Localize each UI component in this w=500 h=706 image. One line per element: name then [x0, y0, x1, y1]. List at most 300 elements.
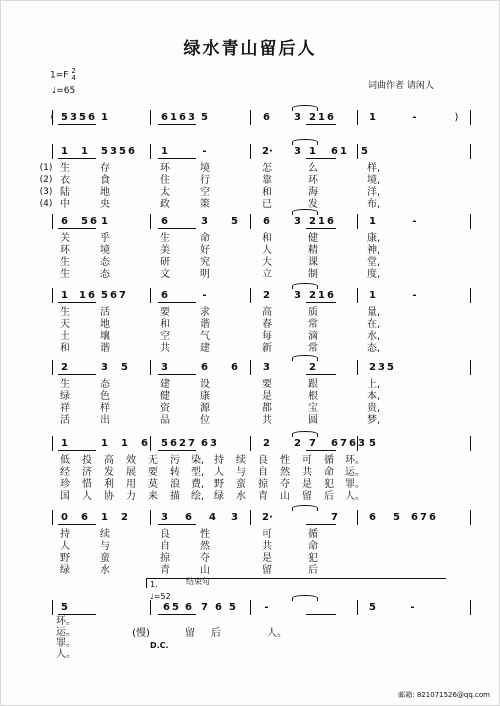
lyric-char: 投	[82, 455, 92, 466]
jianpu-note: 1	[170, 112, 177, 123]
lyric-char: 环	[160, 163, 170, 174]
bar-line	[470, 600, 471, 615]
lyric-char: 气	[200, 331, 210, 342]
lyric-char: 环	[60, 245, 70, 256]
lyric-char: 掠	[258, 479, 268, 490]
lyric-char: 地	[100, 187, 110, 198]
jianpu-note: 6	[170, 438, 177, 449]
lyric-char: 莫	[148, 479, 158, 490]
bar-line	[250, 288, 251, 303]
bar-line	[250, 510, 251, 525]
lyric-char: 食	[100, 175, 110, 186]
lyric-char: 要	[148, 467, 158, 478]
beam-underline	[306, 302, 336, 303]
lyric-char: 命	[308, 541, 318, 552]
jianpu-note: 2	[179, 438, 186, 449]
lyric-char: 境	[100, 245, 110, 256]
lyric-char: 青	[258, 491, 268, 502]
beam-underline	[58, 374, 96, 375]
lyric-char: 生	[60, 269, 70, 280]
jianpu-note: 3	[294, 146, 301, 157]
lyric-char: 春	[262, 319, 272, 330]
lyric-char: 堂,	[367, 257, 381, 268]
da-capo: D.C.	[150, 641, 169, 650]
bar-line	[150, 214, 151, 229]
jianpu-note: 7	[420, 512, 427, 523]
jianpu-note: 5	[161, 438, 168, 449]
jianpu-note: 2·	[262, 146, 273, 157]
slur-mark	[292, 209, 318, 215]
beam-underline	[158, 124, 196, 125]
jianpu-note: 1	[369, 112, 376, 123]
lyric-char: 态	[100, 269, 110, 280]
lyric-char: 用	[126, 479, 136, 490]
jianpu-note: 3	[161, 512, 168, 523]
lyric-char: 济	[82, 467, 92, 478]
lyric-char: 求	[200, 307, 210, 318]
lyric-char: 描	[170, 491, 180, 502]
bar-line	[357, 144, 358, 159]
time-signature: 2 4	[71, 67, 76, 82]
coda-tempo: ♩=52	[150, 592, 171, 601]
lyric-char: 地	[100, 319, 110, 330]
lyric-char: 样,	[367, 163, 381, 174]
jianpu-note: 3	[101, 362, 108, 373]
lyric-char: 利	[104, 479, 114, 490]
jianpu-note: 2	[61, 362, 68, 373]
jianpu-note: 5	[361, 146, 368, 157]
sustain-dash: -	[412, 112, 417, 123]
bar-line	[470, 288, 471, 303]
key-signature: 1=F 2 4	[50, 67, 76, 82]
lyric-char: 天	[60, 319, 70, 330]
lyric-char: 性	[200, 529, 210, 540]
lyric-char: 野	[60, 553, 70, 564]
lyric-char: 每	[262, 331, 272, 342]
jianpu-note: 6	[128, 146, 135, 157]
lyric-char: 跟	[308, 379, 318, 390]
bar-line	[52, 510, 53, 525]
beam-underline	[158, 302, 196, 303]
lyric-char: 资	[160, 403, 170, 414]
jianpu-note: 3	[358, 438, 365, 449]
jianpu-note: 1	[101, 512, 108, 523]
lyric-char: 政	[160, 199, 170, 210]
lyric-char: 续	[100, 529, 110, 540]
lyric-char: 明	[200, 269, 210, 280]
bar-line	[52, 144, 53, 159]
jianpu-note: 3	[263, 362, 270, 373]
lyric-char: 量,	[367, 307, 381, 318]
jianpu-note: 5	[231, 216, 238, 227]
lyric-char: 文	[160, 269, 170, 280]
lyric-char: 循	[308, 529, 318, 540]
lyric-char: 绿	[60, 391, 70, 402]
slur-mark	[292, 595, 318, 601]
lyric-char: 效	[126, 455, 136, 466]
ending-text: 结束句	[186, 577, 210, 586]
lyric-char: 存	[100, 163, 110, 174]
beam-underline	[58, 158, 96, 159]
jianpu-note: 6	[88, 290, 95, 301]
jianpu-note: 1	[318, 112, 325, 123]
slur-mark	[292, 139, 318, 145]
jianpu-note: 6	[161, 216, 168, 227]
sustain-dash: -	[412, 216, 417, 227]
lyric-char: 共	[262, 415, 272, 426]
bar-line	[357, 110, 358, 125]
slur-mark	[292, 505, 318, 511]
lyric-char: 陆	[60, 187, 70, 198]
jianpu-note: 3	[110, 146, 117, 157]
jianpu-note: 2	[121, 512, 128, 523]
intro-paren-close: )	[454, 112, 459, 123]
jianpu-note: 6	[263, 216, 270, 227]
lyric-char: 山	[280, 491, 290, 502]
lyric-char: 人	[82, 491, 92, 502]
beam-underline	[158, 374, 196, 375]
bar-line	[150, 436, 151, 451]
jianpu-note: 6	[411, 512, 418, 523]
verse-label: (1)	[39, 163, 53, 173]
lyric-char: 度,	[367, 269, 381, 280]
jianpu-note: 6	[327, 216, 334, 227]
jianpu-note: 6	[163, 602, 170, 613]
jianpu-note: 7	[201, 602, 208, 613]
lyric-char: 共	[160, 343, 170, 354]
beam-underline	[158, 450, 196, 451]
lyric-char: 犯	[308, 553, 318, 564]
jianpu-note: 6	[215, 602, 222, 613]
lyric-char: 设	[200, 379, 210, 390]
sustain-dash: -	[264, 602, 269, 613]
jianpu-note: 5	[172, 602, 179, 613]
lyric-char: 后	[324, 491, 334, 502]
lyric-char: 发	[104, 467, 114, 478]
lyric-char: 空	[200, 187, 210, 198]
jianpu-note: 3	[378, 362, 385, 373]
lyric-char: 生	[160, 233, 170, 244]
lyric-char: 后	[211, 628, 221, 639]
lyric-char: 行	[200, 175, 210, 186]
lyric-char: 都	[262, 403, 272, 414]
lyric-char: 经	[60, 467, 70, 478]
verse-label: (3)	[39, 187, 53, 197]
jianpu-note: 7	[309, 438, 316, 449]
lyric-char: 展	[126, 467, 136, 478]
jianpu-note: 5	[201, 112, 208, 123]
jianpu-note: 6	[231, 362, 238, 373]
lyric-char: 态,	[367, 343, 381, 354]
jianpu-note: 7	[340, 438, 347, 449]
lyric-char: 环。	[345, 455, 365, 466]
lyric-char: 山	[200, 565, 210, 576]
beam-underline	[58, 302, 96, 303]
lyric-char: 生	[60, 163, 70, 174]
lyric-char: 高	[262, 307, 272, 318]
lyric-char: 人	[214, 467, 224, 478]
jianpu-note: 4	[209, 512, 216, 523]
bar-line	[150, 144, 151, 159]
jianpu-note: 7	[119, 290, 126, 301]
lyric-char: 上,	[367, 379, 381, 390]
jianpu-note: 6	[185, 602, 192, 613]
jianpu-note: 6	[81, 512, 88, 523]
jianpu-note: 1	[161, 146, 168, 157]
lyric-char: 染,	[191, 455, 205, 466]
lyric-char: 留	[302, 491, 312, 502]
lyric-char: 夺	[280, 479, 290, 490]
lyric-char: 布,	[367, 199, 381, 210]
jianpu-note: 2	[263, 438, 270, 449]
lyric-char: 健	[160, 391, 170, 402]
jianpu-note: 6	[141, 438, 148, 449]
beam-underline	[58, 450, 96, 451]
bar-line	[470, 510, 471, 525]
lyric-char: 浪	[170, 479, 180, 490]
jianpu-note: 2	[294, 438, 301, 449]
lyric-char: 立	[262, 269, 272, 280]
jianpu-note: 1	[61, 146, 68, 157]
lyric-char: 态	[100, 379, 110, 390]
beam-underline	[158, 524, 196, 525]
lyric-char: 环	[308, 175, 318, 186]
bar-line	[52, 436, 53, 451]
bar-line	[250, 144, 251, 159]
lyric-char: 环。	[56, 616, 76, 627]
bar-line	[52, 600, 53, 615]
lyric-char: 留	[185, 628, 195, 639]
lyric-char: 美	[160, 245, 170, 256]
jianpu-note: 3	[201, 216, 208, 227]
lyric-char: 珍	[60, 479, 70, 490]
beam-underline	[158, 228, 196, 229]
lyric-char: 自	[258, 467, 268, 478]
lyric-char: 要	[262, 379, 272, 390]
lyric-char: 无	[148, 455, 158, 466]
lyric-char: 持	[60, 529, 70, 540]
jianpu-note: 6	[61, 216, 68, 227]
lyric-char: 乎	[100, 233, 110, 244]
jianpu-note: 3	[294, 216, 301, 227]
beam-underline	[306, 124, 336, 125]
jianpu-note: 6	[185, 512, 192, 523]
lyric-char: 已	[262, 199, 272, 210]
lyric-char: 是	[262, 391, 272, 402]
lyric-char: 境	[200, 163, 210, 174]
jianpu-note: 5	[387, 362, 394, 373]
lyric-char: 宝	[308, 403, 318, 414]
lyric-char: 共	[262, 541, 272, 552]
lyric-char: 绿	[60, 565, 70, 576]
jianpu-note: 7	[188, 438, 195, 449]
jianpu-note: 1	[121, 438, 128, 449]
lyric-char: 太	[160, 187, 170, 198]
lyric-char: 神,	[367, 245, 381, 256]
lyric-char: 在,	[367, 319, 381, 330]
lyric-char: 然	[280, 467, 290, 478]
lyric-char: 滴	[308, 331, 318, 342]
jianpu-note: 2	[369, 362, 376, 373]
jianpu-note: 3	[188, 112, 195, 123]
jianpu-note: 6	[331, 438, 338, 449]
lyric-char: 品	[160, 415, 170, 426]
intro-paren-open: (	[50, 112, 55, 123]
lyric-char: 蛮	[236, 479, 246, 490]
jianpu-note: 6	[331, 146, 338, 157]
lyric-char: 惜	[82, 479, 92, 490]
bar-line	[357, 214, 358, 229]
credits: 词曲作者 请闲人	[368, 81, 434, 91]
jianpu-note: 1	[61, 438, 68, 449]
beam-underline	[306, 450, 336, 451]
lyric-char: 续	[236, 455, 246, 466]
jianpu-note: 2	[309, 290, 316, 301]
bar-line	[52, 360, 53, 375]
bar-line	[470, 436, 471, 451]
lyric-char: 绘,	[191, 491, 205, 502]
jianpu-note: 6	[201, 362, 208, 373]
slur-mark	[292, 431, 318, 437]
sustain-dash: -	[202, 146, 207, 157]
beam-underline	[306, 158, 336, 159]
song-title: 绿水青山留后人	[183, 39, 317, 59]
lyric-char: 关	[60, 233, 70, 244]
lyric-char: 洋,	[367, 187, 381, 198]
lyric-char: 留	[262, 565, 272, 576]
lyric-char: 康	[200, 391, 210, 402]
lyric-char: 人	[262, 245, 272, 256]
sustain-dash: -	[202, 290, 207, 301]
jianpu-note: 5	[81, 216, 88, 227]
lyric-char: 祥	[60, 403, 70, 414]
lyric-char: 可	[262, 529, 272, 540]
lyric-char: 与	[236, 467, 246, 478]
slur-mark	[292, 283, 318, 289]
jianpu-note: 1	[101, 216, 108, 227]
lyric-char: 梦,	[367, 415, 381, 426]
lyric-char: 命	[324, 467, 334, 478]
lyric-char: 衣	[60, 175, 70, 186]
lyric-char: 人。	[267, 628, 287, 639]
lyric-char: 性	[280, 455, 290, 466]
lyric-char: 活	[60, 415, 70, 426]
jianpu-note: 6	[161, 112, 168, 123]
lyric-char: 常	[308, 343, 318, 354]
lyric-char: 出	[100, 415, 110, 426]
lyric-char: 夺	[200, 553, 210, 564]
lyric-char: 生	[60, 307, 70, 318]
lyric-char: 么	[308, 163, 318, 174]
ending-label: 1.	[150, 580, 158, 589]
lyric-char: 谐	[200, 319, 210, 330]
bar-line	[470, 214, 471, 229]
jianpu-note: 5	[229, 602, 236, 613]
jianpu-note: 1	[101, 112, 108, 123]
lyric-char: 靠	[262, 175, 272, 186]
lyric-char: 掠	[160, 553, 170, 564]
lyric-char: 罪。	[345, 479, 365, 490]
lyric-char: 谐	[100, 343, 110, 354]
jianpu-note: 5	[393, 512, 400, 523]
jianpu-note: 6	[327, 112, 334, 123]
lyric-char: 来	[148, 491, 158, 502]
lyric-char: 新	[262, 343, 272, 354]
beam-underline	[58, 614, 96, 615]
jianpu-note: 5	[101, 146, 108, 157]
jianpu-note: 1	[101, 438, 108, 449]
lyric-char: 可	[302, 455, 312, 466]
lyric-char: 人。	[345, 491, 365, 502]
beam-underline	[158, 614, 196, 615]
bar-line	[250, 600, 251, 615]
lyric-char: 空	[160, 331, 170, 342]
jianpu-note: 5	[61, 602, 68, 613]
lyric-char: 贵,	[367, 403, 381, 414]
verse-label: (2)	[39, 175, 53, 185]
jianpu-note: 6	[369, 512, 376, 523]
lyric-char: 圆	[308, 415, 318, 426]
lyric-char: 命	[200, 233, 210, 244]
bar-line	[470, 110, 471, 125]
lyric-char: 力	[126, 491, 136, 502]
lyric-char: 后	[308, 565, 318, 576]
lyric-char: 生	[60, 379, 70, 390]
bar-line	[470, 360, 471, 375]
beam-underline	[158, 158, 196, 159]
lyric-char: 型,	[191, 467, 205, 478]
lyric-char: 本,	[367, 391, 381, 402]
lyric-char: 建	[160, 379, 170, 390]
bar-line	[52, 288, 53, 303]
beam-underline	[306, 374, 336, 375]
beam-underline	[306, 614, 336, 615]
lyric-char: 污	[170, 455, 180, 466]
jianpu-note: 1	[309, 146, 316, 157]
jianpu-note: 2	[309, 362, 316, 373]
lyric-char: 色	[100, 391, 110, 402]
lyric-char: 高	[104, 455, 114, 466]
lyric-char: 好	[200, 245, 210, 256]
lyric-char: 野	[214, 479, 224, 490]
jianpu-note: 1	[318, 290, 325, 301]
lyric-char: 和	[262, 233, 272, 244]
lyric-char: 源	[200, 403, 210, 414]
jianpu-note: 5	[79, 112, 86, 123]
beam-underline	[306, 228, 336, 229]
jianpu-note: 3	[161, 362, 168, 373]
jianpu-note: 5	[101, 290, 108, 301]
jianpu-note: 3	[210, 438, 217, 449]
jianpu-note: 6	[179, 112, 186, 123]
lyric-char: 研	[160, 257, 170, 268]
bar-line	[150, 600, 151, 615]
jianpu-note: 3	[294, 112, 301, 123]
lyric-char: 建	[200, 343, 210, 354]
lyric-char: 低	[60, 455, 70, 466]
lyric-char: 转	[170, 467, 180, 478]
bar-line	[357, 288, 358, 303]
bar-line	[150, 110, 151, 125]
jianpu-note: 1	[369, 290, 376, 301]
tempo-marking: ♩=65	[52, 86, 76, 96]
jianpu-note: 2	[309, 112, 316, 123]
lyric-char: 位	[200, 415, 210, 426]
lyric-char: 人	[60, 541, 70, 552]
lyric-char: 健	[308, 233, 318, 244]
lyric-char: 发	[308, 199, 318, 210]
lyric-char: 根	[308, 391, 318, 402]
